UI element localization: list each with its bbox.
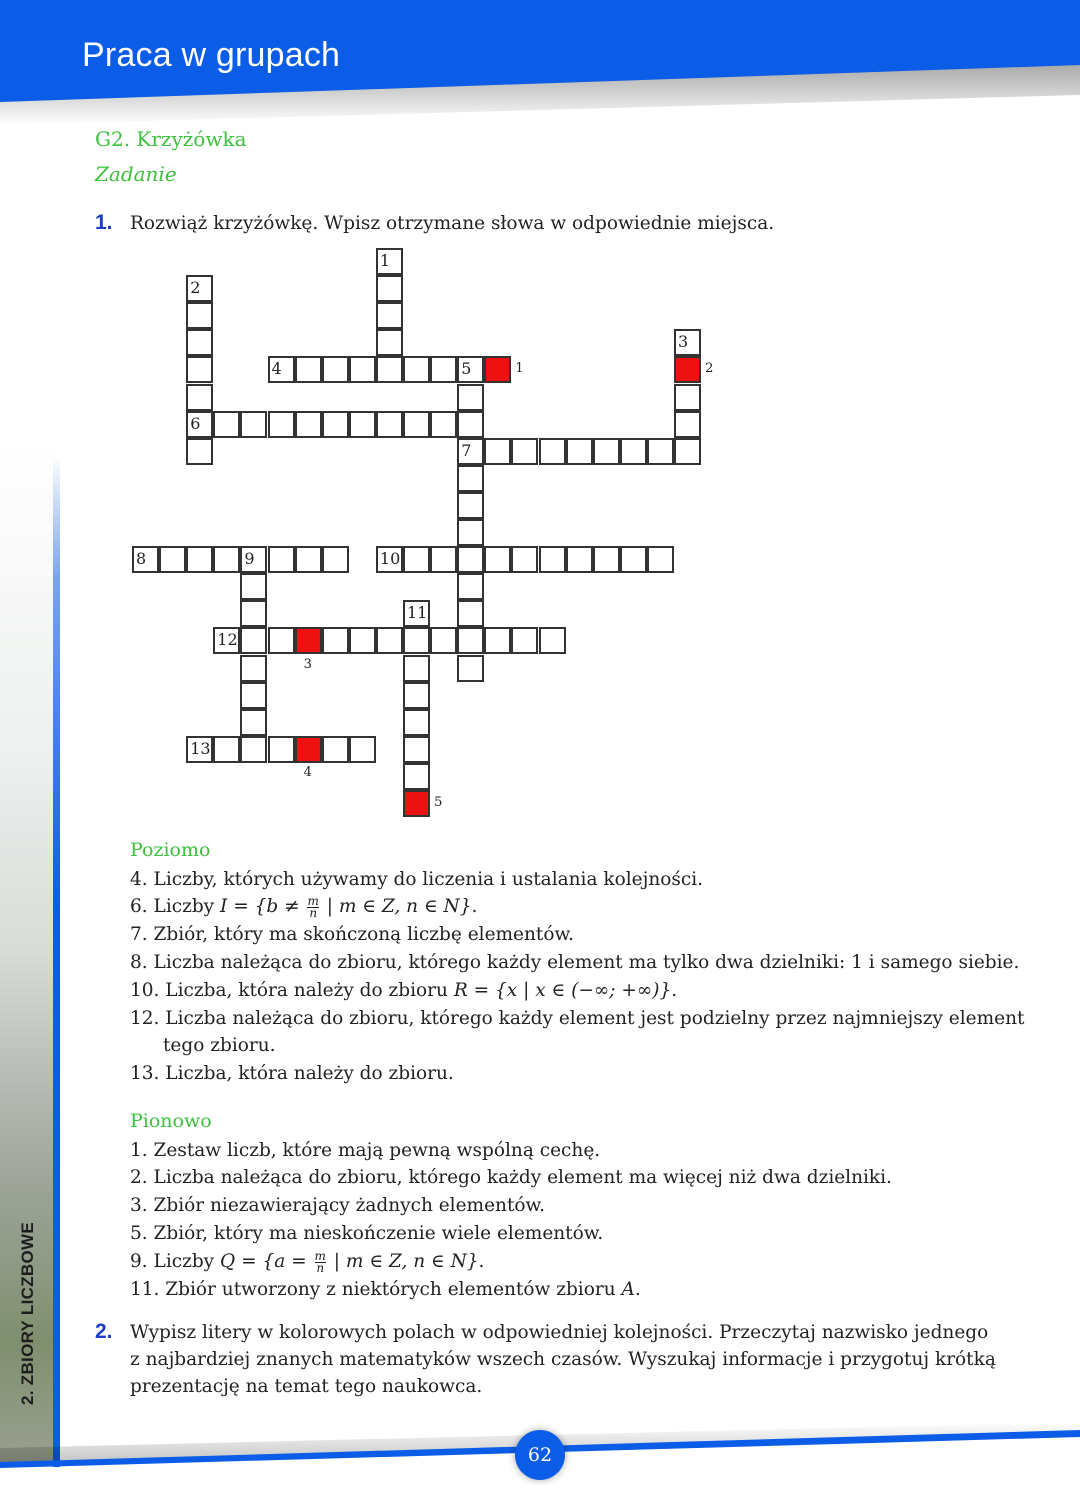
section-subtitle: Zadanie — [95, 162, 177, 186]
crossword-cell[interactable] — [159, 546, 186, 573]
crossword-cell[interactable] — [674, 329, 701, 356]
clue-across: 8. Liczba należąca do zbioru, którego każdy element ma tylko dwa dzielniki: 1 i samego siebie. — [130, 952, 1020, 973]
crossword-cell[interactable] — [186, 302, 213, 329]
crossword-cell[interactable] — [403, 411, 430, 438]
crossword-cell[interactable] — [322, 546, 349, 573]
crossword-cell[interactable] — [186, 736, 213, 763]
clue-number: 6 — [190, 413, 201, 433]
crossword-cell[interactable] — [430, 411, 457, 438]
highlight-order-label: 3 — [303, 656, 312, 672]
crossword-cell[interactable] — [295, 411, 322, 438]
math-expression: A — [621, 1279, 635, 1300]
crossword-cell[interactable] — [376, 329, 403, 356]
clue-down — [130, 1276, 641, 1303]
clue-prefix: 9. Liczby — [130, 1251, 221, 1272]
crossword-cell[interactable] — [240, 709, 267, 736]
crossword-cell[interactable] — [213, 627, 240, 654]
fraction-denominator: n — [316, 1260, 325, 1275]
crossword-cell[interactable] — [430, 356, 457, 383]
clue-down: 2. Liczba należąca do zbioru, którego każdy element ma więcej niż dwa dzielniki. — [130, 1167, 892, 1188]
crossword-cell[interactable] — [511, 627, 538, 654]
task-2-number: 2. — [95, 1320, 113, 1343]
crossword-cell[interactable] — [566, 546, 593, 573]
crossword-cell[interactable] — [322, 356, 349, 383]
crossword-cell[interactable] — [539, 627, 566, 654]
crossword-cell[interactable] — [376, 411, 403, 438]
crossword-cell[interactable] — [240, 600, 267, 627]
fraction-numerator: m — [314, 1248, 326, 1263]
task-2-line: prezentację na temat tego naukowca. — [130, 1376, 483, 1397]
fraction-numerator: m — [307, 893, 319, 908]
crossword-cell[interactable] — [484, 627, 511, 654]
highlight-order-label: 5 — [434, 795, 443, 810]
crossword-cell[interactable] — [457, 573, 484, 600]
crossword-cell-highlighted[interactable] — [674, 356, 701, 383]
crossword-cell[interactable] — [403, 763, 430, 790]
page-header-title: Praca w grupach — [82, 36, 341, 74]
crossword-cell[interactable] — [349, 736, 376, 763]
fraction — [314, 1248, 326, 1275]
sidebar-accent-line — [53, 455, 60, 1467]
clue-number: 13 — [190, 738, 211, 758]
clue-number: 4 — [271, 359, 282, 379]
crossword-cell-highlighted[interactable] — [295, 736, 322, 763]
clue-down: 3. Zbiór niezawierający żadnych elementów. — [130, 1195, 546, 1216]
clue-number: 10 — [379, 549, 401, 569]
crossword-cell[interactable] — [213, 546, 240, 573]
crossword-cell[interactable] — [268, 736, 295, 763]
crossword-cell[interactable] — [349, 356, 376, 383]
clue-across — [130, 977, 677, 1004]
clue-number: 11 — [407, 603, 428, 623]
crossword-cell[interactable] — [376, 302, 403, 329]
crossword-cell[interactable] — [430, 627, 457, 654]
crossword-cell[interactable] — [403, 736, 430, 763]
crossword-cell[interactable] — [457, 411, 484, 438]
clue-prefix: 11. Zbiór utworzony z niektórych elementów zbioru — [130, 1279, 622, 1300]
task-1-text: Rozwiąż krzyżówkę. Wpisz otrzymane słowa w odpowiednie miejsca. — [130, 213, 775, 234]
crossword-cell[interactable] — [240, 736, 267, 763]
clue-number: 2 — [190, 278, 201, 298]
crossword-cell[interactable] — [403, 356, 430, 383]
clue-across-continuation: tego zbioru. — [163, 1035, 276, 1056]
crossword-cell[interactable] — [457, 356, 484, 383]
crossword-cell[interactable] — [647, 438, 674, 465]
math-expression: I = {b ≠ — [220, 896, 306, 917]
crossword-cell[interactable] — [539, 438, 566, 465]
crossword-cell[interactable] — [403, 546, 430, 573]
clue-across: 13. Liczba, która należy do zbioru. — [130, 1063, 454, 1084]
crossword-cell[interactable] — [295, 546, 322, 573]
crossword-cell[interactable] — [457, 546, 484, 573]
crossword-cell[interactable] — [430, 546, 457, 573]
crossword-cell[interactable] — [186, 384, 213, 411]
math-expression: | m ∈ Z, n ∈ N} — [327, 1251, 479, 1272]
highlight-order-label: 1 — [515, 361, 524, 377]
fraction — [307, 893, 319, 920]
clue-across: 4. Liczby, których używamy do liczenia i ustalania kolejności. — [130, 869, 704, 890]
clue-number: 5 — [461, 359, 472, 379]
crossword-cell[interactable] — [186, 329, 213, 356]
crossword-cell[interactable] — [484, 438, 511, 465]
crossword-cell[interactable] — [322, 411, 349, 438]
crossword-cell[interactable] — [240, 546, 267, 573]
crossword-cell[interactable] — [620, 438, 647, 465]
crossword-cell[interactable] — [457, 384, 484, 411]
crossword-cell-highlighted[interactable] — [295, 627, 322, 654]
chapter-label: 2. ZBIORY LICZBOWE — [18, 1222, 37, 1405]
clue-prefix: 10. Liczba, która należy do zbioru — [130, 980, 454, 1001]
crossword-cell[interactable] — [674, 411, 701, 438]
clue-down: 5. Zbiór, który ma nieskończenie wiele elementów. — [130, 1223, 604, 1244]
fraction-denominator: n — [309, 905, 318, 920]
crossword-cell[interactable] — [457, 655, 484, 682]
crossword-cell[interactable] — [403, 627, 430, 654]
clue-number: 9 — [244, 549, 255, 569]
crossword-cell[interactable] — [349, 411, 376, 438]
clue-number: 7 — [461, 440, 472, 460]
crossword-cell[interactable] — [186, 275, 213, 302]
clue-number: 12 — [217, 630, 238, 650]
crossword-cell[interactable] — [403, 682, 430, 709]
crossword-cell[interactable] — [620, 546, 647, 573]
crossword-cell[interactable] — [268, 356, 295, 383]
clue-prefix: 6. Liczby — [130, 896, 221, 917]
crossword-cell[interactable] — [457, 519, 484, 546]
task-1-number: 1. — [95, 211, 113, 234]
crossword-cell[interactable] — [186, 438, 213, 465]
clue-down: 1. Zestaw liczb, które mają pewną wspólną cechę. — [130, 1140, 601, 1161]
clue-down — [130, 1248, 484, 1275]
crossword-cell[interactable] — [268, 411, 295, 438]
crossword-cell[interactable] — [457, 465, 484, 492]
clue-number: 3 — [678, 332, 689, 352]
crossword-cell[interactable] — [457, 627, 484, 654]
clue-across: 12. Liczba należąca do zbioru, którego każdy element jest podzielny przez najmniejszy element — [130, 1008, 1025, 1029]
crossword-cell[interactable] — [647, 546, 674, 573]
crossword-cell[interactable] — [186, 546, 213, 573]
crossword-cell[interactable] — [349, 627, 376, 654]
math-expression: Q = {a = — [220, 1251, 313, 1272]
crossword-cell[interactable] — [186, 411, 213, 438]
crossword-cell[interactable] — [376, 546, 403, 573]
crossword-cell[interactable] — [268, 627, 295, 654]
clues-across-heading: Poziomo — [130, 839, 211, 861]
crossword-cell[interactable] — [457, 600, 484, 627]
crossword-cell-highlighted[interactable] — [403, 790, 430, 817]
page-number: 62 — [515, 1430, 565, 1480]
crossword-cell[interactable] — [213, 736, 240, 763]
clue-suffix: . — [671, 980, 678, 1001]
crossword-cell[interactable] — [593, 546, 620, 573]
math-expression: R = {x | x ∈ (−∞; +∞)} — [453, 980, 672, 1001]
crossword-cell[interactable] — [376, 627, 403, 654]
crossword-cell[interactable] — [539, 546, 566, 573]
crossword-cell[interactable] — [484, 546, 511, 573]
crossword-cell[interactable] — [268, 546, 295, 573]
crossword-cell[interactable] — [295, 356, 322, 383]
crossword-cell[interactable] — [322, 736, 349, 763]
task-2-line: Wypisz litery w kolorowych polach w odpowiedniej kolejności. Przeczytaj nazwisko jednego — [130, 1322, 989, 1343]
crossword-cell[interactable] — [376, 356, 403, 383]
crossword-cell[interactable] — [593, 438, 620, 465]
highlight-order-label: 2 — [705, 361, 714, 377]
clue-suffix: . — [634, 1279, 641, 1300]
crossword-cell[interactable] — [376, 275, 403, 302]
crossword-cell[interactable] — [322, 627, 349, 654]
clue-suffix: . — [471, 896, 478, 917]
crossword-cell[interactable] — [511, 546, 538, 573]
crossword-cell[interactable] — [240, 411, 267, 438]
crossword-cell[interactable] — [403, 655, 430, 682]
crossword-cell[interactable] — [376, 248, 403, 275]
crossword-cell[interactable] — [403, 709, 430, 736]
clue-across — [130, 893, 477, 920]
clue-number: 8 — [136, 549, 147, 569]
clues-down-heading: Pionowo — [130, 1110, 212, 1132]
crossword-cell[interactable] — [132, 546, 159, 573]
crossword-cell[interactable] — [674, 384, 701, 411]
crossword-cell[interactable] — [240, 655, 267, 682]
crossword-cell[interactable] — [457, 492, 484, 519]
crossword-cell-highlighted[interactable] — [484, 356, 511, 383]
crossword-cell[interactable] — [213, 411, 240, 438]
crossword-cell[interactable] — [674, 438, 701, 465]
crossword-cell[interactable] — [566, 438, 593, 465]
clue-number: 1 — [379, 251, 391, 270]
crossword-cell[interactable] — [511, 438, 538, 465]
clue-suffix: . — [478, 1251, 485, 1272]
section-title: G2. Krzyżówka — [95, 127, 247, 151]
crossword-cell[interactable] — [186, 356, 213, 383]
crossword-cell[interactable] — [240, 682, 267, 709]
crossword-cell[interactable] — [240, 573, 267, 600]
crossword-cell[interactable] — [403, 600, 430, 627]
task-2-line: z najbardziej znanych matematyków wszech czasów. Wyszukaj informacje i przygotuj krótką — [130, 1349, 996, 1370]
clue-across: 7. Zbiór, który ma skończoną liczbę elementów. — [130, 924, 575, 945]
highlight-order-label: 4 — [303, 764, 312, 780]
crossword-cell[interactable] — [457, 438, 484, 465]
math-expression: | m ∈ Z, n ∈ N} — [320, 896, 472, 917]
crossword-cell[interactable] — [240, 627, 267, 654]
